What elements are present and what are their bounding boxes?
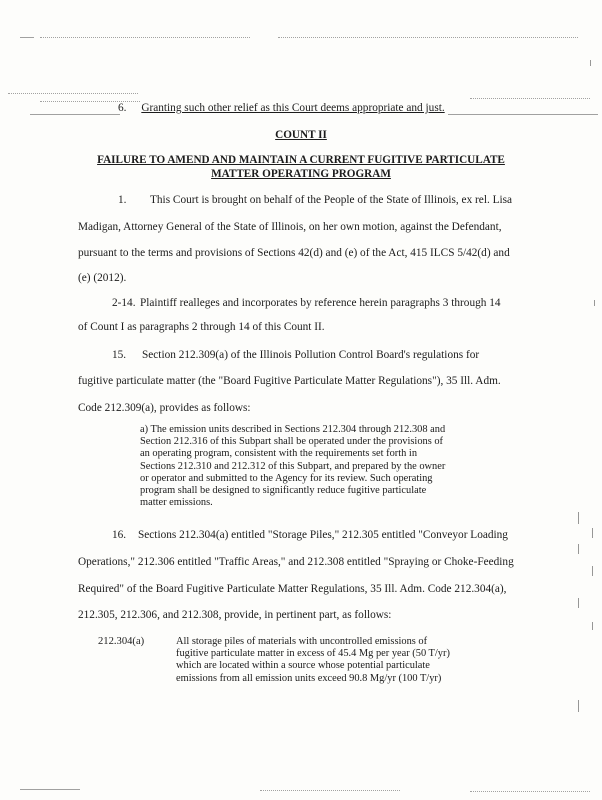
scan-mark [30, 114, 120, 115]
quote1-line: matter emissions. [140, 497, 213, 509]
scan-mark [278, 37, 578, 38]
para2-number: 2-14. [112, 297, 136, 309]
quote1-line: a) The emission units described in Sections 212.304 through 212.308 and [140, 424, 446, 435]
para16-line-2: Operations," 212.306 entitled "Traffic Areas," and 212.308 entitled "Spraying or Choke-Feeding [78, 556, 514, 568]
para1-number: 1. [118, 194, 127, 206]
para1-line-4: (e) (2012). [78, 272, 127, 284]
scan-mark [592, 622, 593, 630]
quote1-line: Sections 212.310 and 212.312 of this Subpart, and prepared by the owner [140, 460, 446, 472]
relief-text: Granting such other relief as this Court deems appropriate and just. [141, 102, 445, 114]
quote2-line: fugitive particulate matter in excess of 45.4 Mg per year (50 T/yr) [176, 648, 450, 660]
para15-line-3: Code 212.309(a), provides as follows: [78, 402, 251, 414]
quote-block-1 [140, 424, 445, 509]
scan-mark [8, 93, 138, 94]
para15-line-1: Section 212.309(a) of the Illinois Pollution Control Board's regulations for [142, 349, 480, 361]
quote2-line: which are located within a source whose potential particulate [176, 660, 430, 672]
quote1-line: an operating program, consistent with the requirements set forth in [140, 448, 418, 460]
scan-mark [470, 791, 590, 792]
para16-line-3: Required" of the Board Fugitive Particulate Matter Regulations, 35 Ill. Adm. Code 212.304(a), [78, 583, 507, 595]
scan-mark [592, 528, 593, 538]
scan-mark [594, 300, 595, 306]
para1-line-3: pursuant to the terms and provisions of Sections 42(d) and (e) of the Act, 415 ILCS 5/42(d) and [78, 247, 510, 259]
quote1-line: Section 212.316 of this Subpart shall be operated under the provisions of [140, 436, 444, 448]
scan-mark [470, 98, 590, 99]
count-title-line-2: MATTER OPERATING PROGRAM [211, 168, 391, 180]
para1-line-2: Madigan, Attorney General of the State of Illinois, on her own motion, against the Defendant, [78, 221, 502, 233]
scan-mark [40, 37, 250, 38]
scan-mark [20, 37, 34, 38]
quote1-line: program shall be designed to significantly reduce fugitive particulate [140, 485, 427, 497]
scan-mark [578, 598, 579, 608]
scan-mark [578, 512, 579, 524]
relief-number: 6. [118, 102, 127, 114]
para2-line-1: Plaintiff realleges and incorporates by reference herein paragraphs 3 through 14 [140, 297, 501, 309]
quote2-line: All storage piles of materials with uncontrolled emissions of [176, 636, 428, 647]
para16-line-4: 212.305, 212.306, and 212.308, provide, in pertinent part, as follows: [78, 609, 392, 621]
quote-block-2 [176, 636, 450, 685]
para15-line-2: fugitive particulate matter (the "Board Fugitive Particulate Matter Regulations"), 35 Ill. Adm. [78, 375, 501, 387]
para1-line-1: This Court is brought on behalf of the People of the State of Illinois, ex rel. Lisa [150, 194, 513, 206]
para2-line-2: of Count I as paragraphs 2 through 14 of this Count II. [78, 321, 325, 333]
scan-mark [590, 60, 591, 66]
para16-number: 16. [112, 529, 127, 541]
scan-mark [260, 790, 400, 791]
section-label: 212.304(a) [98, 636, 145, 647]
relief-item [118, 101, 445, 115]
para15-number: 15. [112, 349, 127, 361]
scan-mark [448, 114, 598, 115]
count-title-line-1: FAILURE TO AMEND AND MAINTAIN A CURRENT FUGITIVE PARTICULATE [97, 154, 505, 166]
quote2-line: emissions from all emission units exceed 90.8 Mg/yr (100 T/yr) [176, 672, 442, 684]
scan-mark [578, 700, 579, 712]
scan-mark [578, 544, 579, 554]
para16-line-1: Sections 212.304(a) entitled "Storage Piles," 212.305 entitled "Conveyor Loading [138, 529, 508, 541]
scan-mark [20, 789, 80, 790]
count-heading: COUNT II [275, 129, 327, 141]
scan-mark [592, 566, 593, 576]
quote1-line: or operator and submitted to the Agency for its review. Such operating [140, 472, 433, 484]
